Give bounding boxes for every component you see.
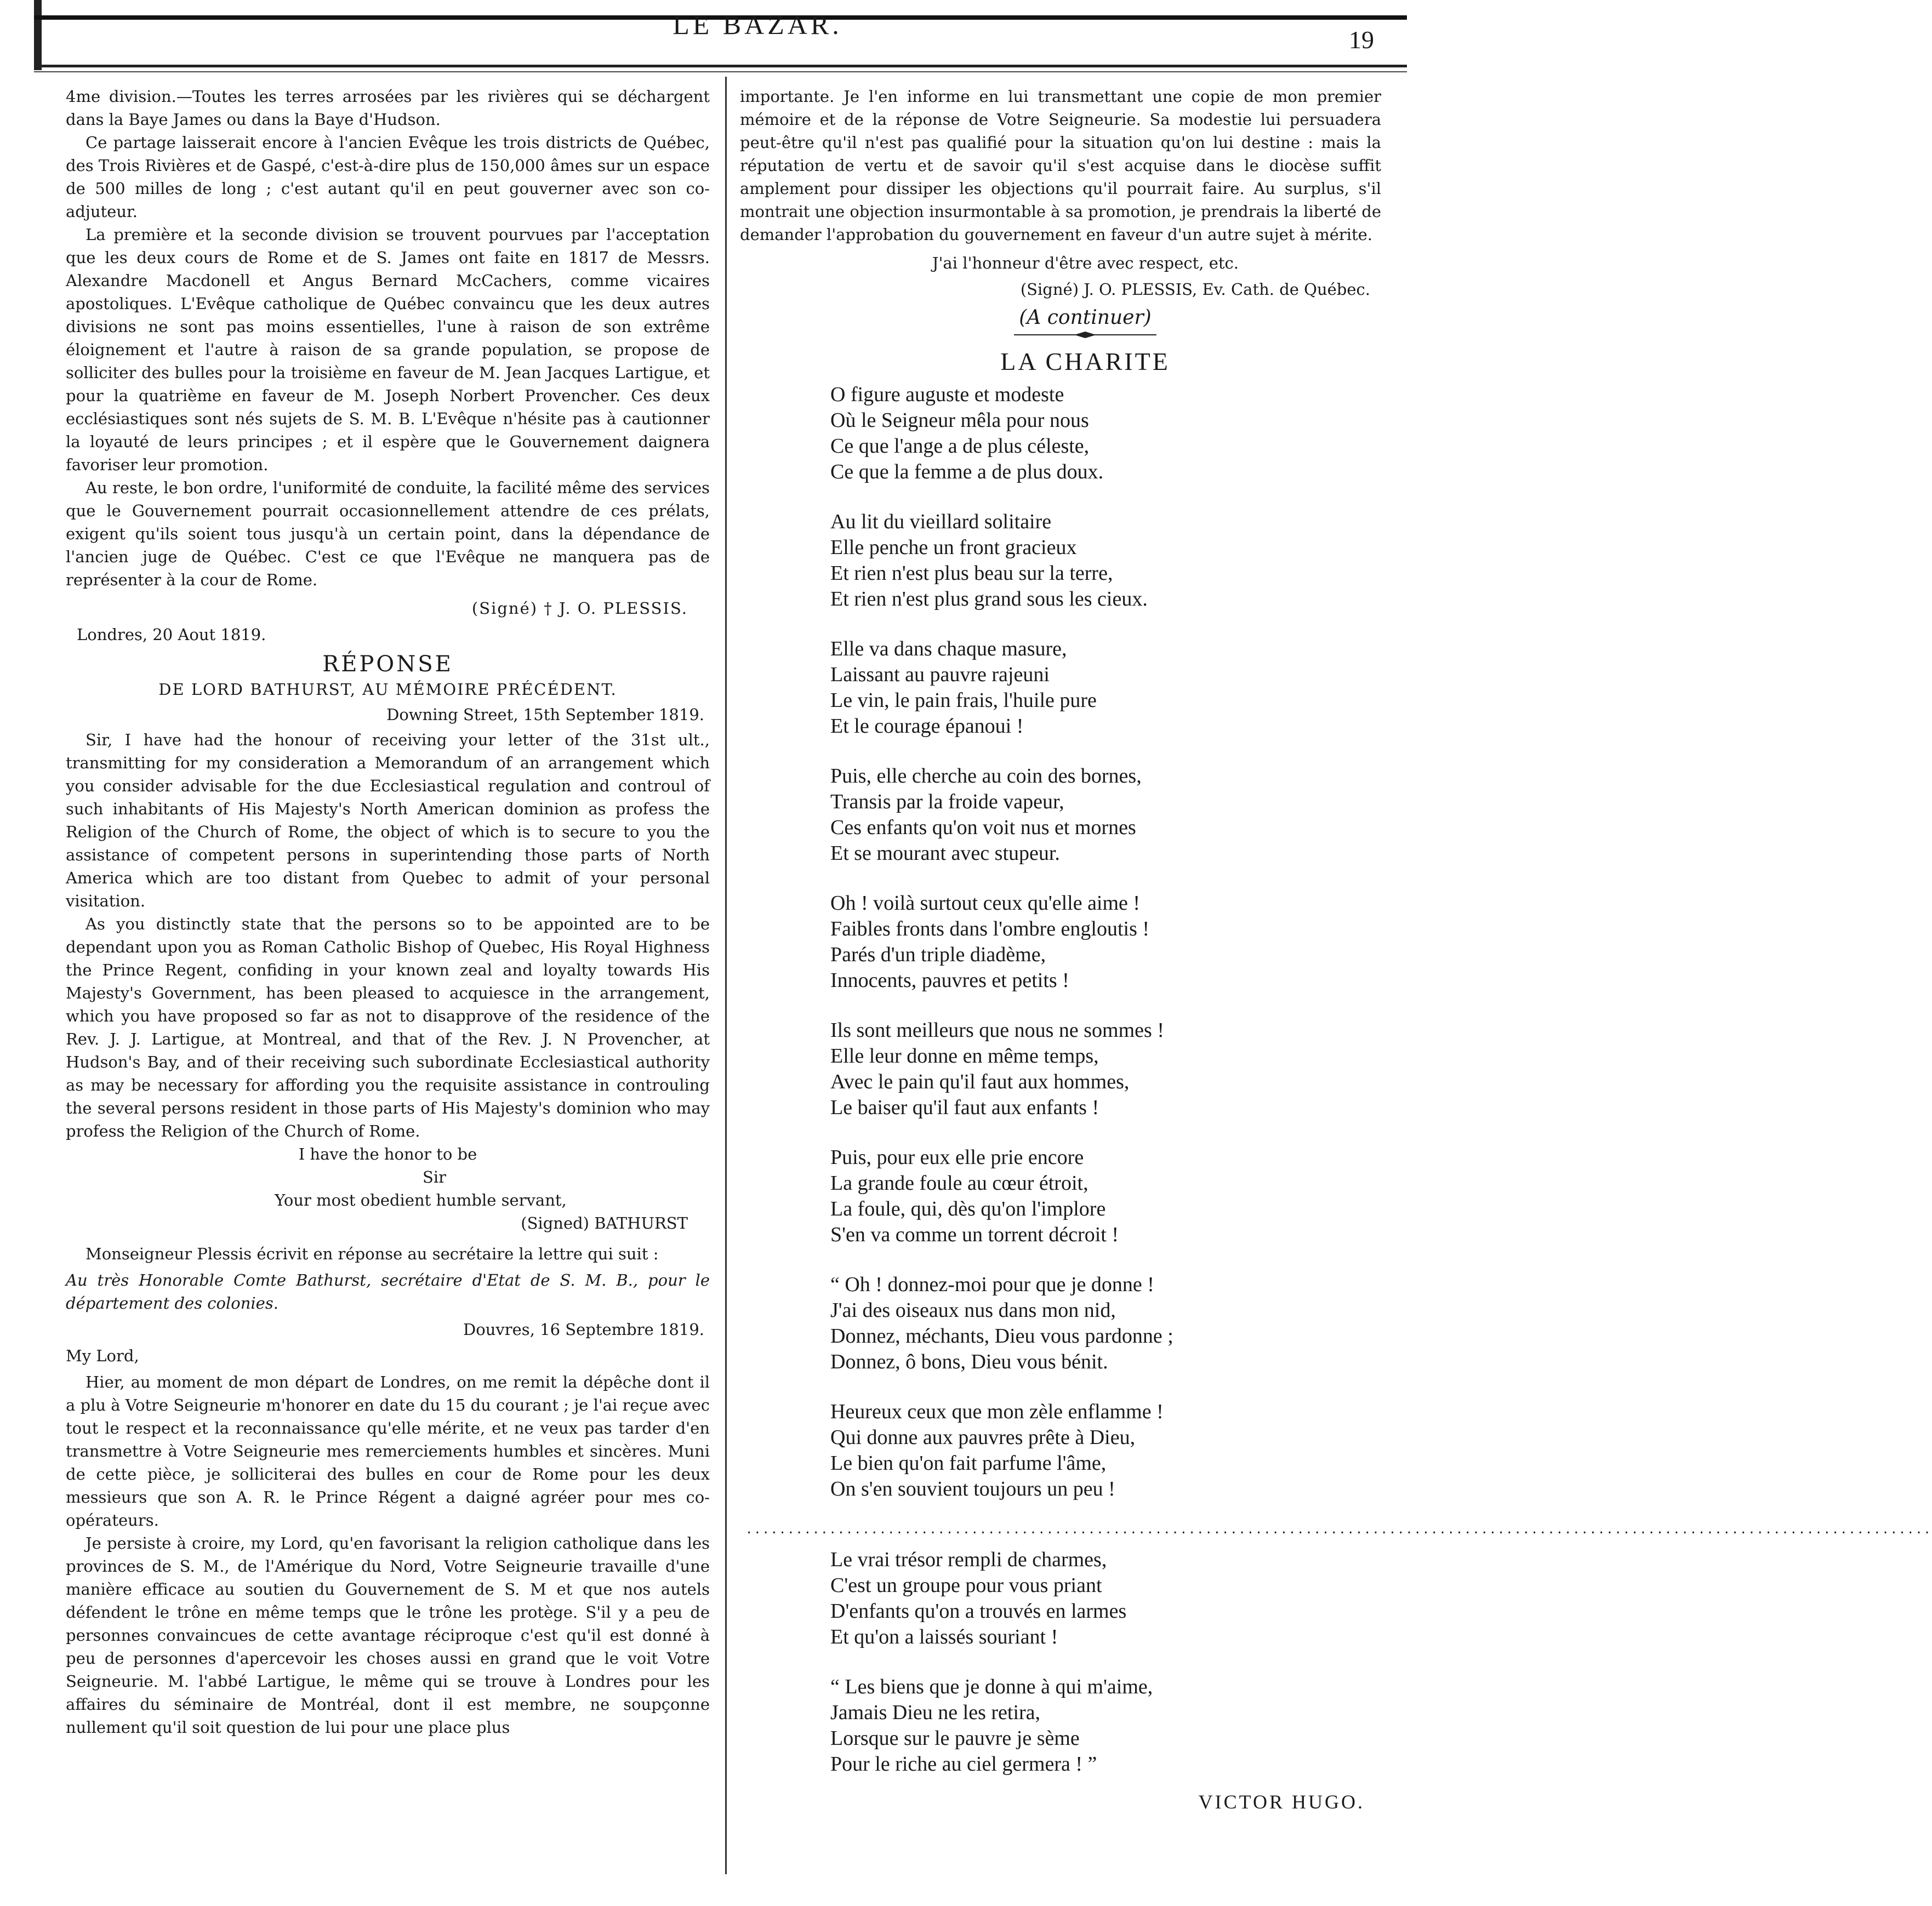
poem-line: On s'en souvient toujours un peu ! xyxy=(830,1477,1115,1500)
poem-body-continued xyxy=(740,1547,1381,1777)
poem-line: Et se mourant avec stupeur. xyxy=(830,842,1060,865)
poem-line: Au lit du vieillard solitaire xyxy=(830,510,1052,533)
header-double-rule xyxy=(34,65,1407,67)
paragraph: Je persiste à croire, my Lord, qu'en favorisant la religion catholique dans les provinces de S. M., de l'Amérique du Nord, Votre Seigneurie travaille d'une manière efficace au soutien du Gouvernement de S. M et que nos autels défendent le trône en même temps que le trône les protège. S'il y a peu de personnes convaincues de cette avantage réciproque c'est qu'il est donné à peu de personnes d'apercevoir les choses aussi en grand que le voit Votre Seigneurie. M. l'abbé Lartigue, le même qui se trouve à Londres pour les affaires du séminaire de Montréal, dont il est membre, ne soupçonne nullement qu'il soit question de lui pour une place plus xyxy=(66,1534,710,1737)
poem-line: Elle penche un front gracieux xyxy=(830,536,1077,559)
poem-line: Innocents, pauvres et petits ! xyxy=(830,969,1069,992)
paragraph: Hier, au moment de mon départ de Londres, on me remit la dépêche dont il a plu à Votre Seigneurie m'honorer en date du 15 du courant ; je l'ai reçue avec tout le respect et la reconnaissance qu'elle mérite, et ne veux pas tarder d'en transmettre à Votre Seigneurie mes remerciements humbles et sincères. Muni de cette pièce, je solliciterai des bulles en cour de Rome pour les deux messieurs que son A. R. le Prince Régent a daigné agréer pour mes co-opérateurs. xyxy=(66,1373,710,1530)
poem-line: Pour le riche au ciel germera ! ” xyxy=(830,1753,1097,1776)
poem-line: Donnez, méchants, Dieu vous pardonne ; xyxy=(830,1325,1173,1348)
paragraph: La première et la seconde division se trouvent pourvues par l'acceptation que les deux cours de Rome et de S. James ont faite en 1817 de Messrs. Alexandre Macdonell et Angus Bernard McCachers, comme vicaires apostoliques. L'Evêque catholique de Québec convaincu que les deux autres divisions ne sont pas moins essentielles, l'une à raison de son extrême éloignement et l'autre à raison de sa grande population, se propose de solliciter des bulles pour la troisième en faveur de M. Jean Jacques Lartigue, et pour la quatrième en faveur de M. Joseph Norbert Provencher. Ces deux ecclésiastiques sont nés sujets de S. M. B. L'Evêque n'hésite pas à cautionner la loyauté de leurs principes ; et il espère que le Gouvernement daignera favoriser leur promotion. xyxy=(66,225,710,474)
signature-bathurst: (Signed) BATHURST xyxy=(521,1214,688,1232)
letter-address: Au très Honorable Comte Bathurst, secrétaire d'Etat de S. M. B., pour le département des colonies. xyxy=(66,1271,710,1312)
poem-line: Et rien n'est plus grand sous les cieux. xyxy=(830,587,1148,610)
poem-line: Faibles fronts dans l'ombre engloutis ! xyxy=(830,917,1150,940)
poem-stanza xyxy=(830,891,1381,994)
poem-title: LA CHARITE xyxy=(1000,347,1170,375)
poem-stanza xyxy=(830,1399,1381,1502)
poem-stanza xyxy=(830,509,1381,612)
paragraph: Ce partage laisserait encore à l'ancien Evêque les trois districts de Québec, des Trois Rivières et de Gaspé, c'est-à-dire plus de 150,000 âmes sur un espace de 500 milles de long ; c'est autant qu'il en peut gouverner avec son co-adjuteur. xyxy=(66,133,710,221)
poem-stanza xyxy=(830,1272,1381,1375)
poem-line: Ces enfants qu'on voit nus et mornes xyxy=(830,816,1136,839)
poem-line: Ce que l'ange a de plus céleste, xyxy=(830,435,1090,458)
salutation: My Lord, xyxy=(66,1346,139,1365)
poem-line: S'en va comme un torrent décroit ! xyxy=(830,1223,1119,1246)
poem-line: Qui donne aux pauvres prête à Dieu, xyxy=(830,1426,1136,1449)
poem-stanza xyxy=(830,382,1381,485)
poem-line: Elle leur donne en même temps, xyxy=(830,1045,1099,1068)
poem-line: Le bien qu'on fait parfume l'âme, xyxy=(830,1452,1107,1475)
poem-line: Et rien n'est plus beau sur la terre, xyxy=(830,562,1113,585)
poem-line: Elle va dans chaque masure, xyxy=(830,637,1067,660)
poem-line: Oh ! voilà surtout ceux qu'elle aime ! xyxy=(830,892,1141,915)
poem-stanza xyxy=(830,636,1381,739)
signature-plessis: (Signé) † J. O. PLESSIS. xyxy=(471,599,688,618)
paragraph: importante. Je l'en informe en lui transmettant une copie de mon premier mémoire et de la réponse de Votre Seigneurie. Sa modestie lui persuadera peut-être qu'il n'est pas qualifié pour la situation qu'on lui destine : mais la réputation de vertu et de savoir qu'il s'est acquise dans le diocèse suffit amplement pour dissiper les objections qu'il pourrait faire. Au surplus, s'il montrait une objection insurmontable à sa promotion, je prendrais la liberté de demander l'approbation du gouvernement en faveur d'un autre sujet à mérite. xyxy=(740,87,1381,244)
left-column xyxy=(66,85,710,1739)
poem-line: Laissant au pauvre rajeuni xyxy=(830,663,1050,686)
poem-line: D'enfants qu'on a trouvés en larmes xyxy=(830,1600,1127,1623)
dateline-downing: Downing Street, 15th September 1819. xyxy=(386,705,704,724)
section-subheading: DE LORD BATHURST, AU MÉMOIRE PRÉCÉDENT. xyxy=(158,680,617,699)
paragraph: As you distinctly state that the persons so to be appointed are to be dependant upon you as Roman Catholic Bishop of Quebec, His Royal Highness the Prince Regent, confiding in your known zeal and loyalty towards His Majesty's Government, has been pleased to acquiesce in the arrangement, which you have proposed so far as not to disapprove of the residence of the Rev. J. J. Lartigue, at Montreal, and that of the Rev. J. N Provencher, at Hudson's Bay, and of their receiving such subordinate Ecclesiastical authority as may be necessary for affording you the requisite assistance in controuling the several persons resident in those parts of His Majesty's dominion who may profess the Religion of the Church of Rome. xyxy=(66,915,710,1140)
ornament-divider-icon xyxy=(954,329,1167,340)
paragraph: Au reste, le bon ordre, l'uniformité de conduite, la facilité même des services que le Gouvernement pourrait occasionnellement attendre de ces prélats, exigent qu'ils soient tous jusqu'à un certain point, dans la dépendance de l'ancien juge de Québec. C'est ce que l'Evêque ne manquera pas de représenter à la cour de Rome. xyxy=(66,478,710,589)
right-column xyxy=(740,85,1932,1813)
letter-closing: I have the honor to be xyxy=(298,1145,477,1163)
poem-line: J'ai des oiseaux nus dans mon nid, xyxy=(830,1299,1116,1322)
dotted-separator: .............................................................................................................................................. xyxy=(745,1523,1932,1537)
poem-line: Puis, elle cherche au coin des bornes, xyxy=(830,764,1142,787)
poem-stanza xyxy=(830,763,1381,866)
paragraph: Sir, I have had the honour of receiving your letter of the 31st ult., transmitting for my consideration a Memorandum of an arrangement which you consider advisable for the due Ecclesiastical regulation and controul of such inhabitants of His Majesty's North American dominion as profess the Religion of the Church of Rome, the object of which is to secure to you the assistance of competent persons in superintending those parts of North America which are too distant from Quebec to admit of your personal visitation. xyxy=(66,731,710,910)
poem-line: Transis par la froide vapeur, xyxy=(830,790,1064,813)
poem-line: “ Les biens que je donne à qui m'aime, xyxy=(830,1675,1153,1698)
poem-line: Jamais Dieu ne les retira, xyxy=(830,1701,1041,1724)
masthead-title: LE BAZAR. xyxy=(673,9,842,40)
poem-line: Ce que la femme a de plus doux. xyxy=(830,460,1104,483)
poem-line: La foule, qui, dès qu'on l'implore xyxy=(830,1197,1106,1220)
continuation-note: (A continuer) xyxy=(1019,306,1152,329)
poem-line: Le baiser qu'il faut aux enfants ! xyxy=(830,1096,1099,1119)
paragraph: Monseigneur Plessis écrivit en réponse au secrétaire la lettre qui suit : xyxy=(86,1245,659,1263)
letter-closing: Sir xyxy=(422,1168,446,1186)
signature-plessis: (Signé) J. O. PLESSIS, Ev. Cath. de Québec. xyxy=(1020,280,1370,299)
dateline-londres: Londres, 20 Aout 1819. xyxy=(77,625,266,644)
poem-line: Le vrai trésor rempli de charmes, xyxy=(830,1548,1107,1571)
page-number: 19 xyxy=(1349,26,1374,54)
poem-line: Parés d'un triple diadème, xyxy=(830,943,1046,966)
poem-line: La grande foule au cœur étroit, xyxy=(830,1172,1088,1195)
section-heading: RÉPONSE xyxy=(322,652,453,677)
poem-line: Ils sont meilleurs que nous ne sommes ! xyxy=(830,1019,1164,1042)
poem-body xyxy=(740,382,1381,1502)
poem-line: “ Oh ! donnez-moi pour que je donne ! xyxy=(830,1273,1154,1296)
page-header xyxy=(34,0,1407,55)
poem-author: VICTOR HUGO. xyxy=(1198,1791,1365,1813)
poem-line: O figure auguste et modeste xyxy=(830,383,1064,406)
poem-line: C'est un groupe pour vous priant xyxy=(830,1574,1102,1597)
header-thin-rule xyxy=(34,71,1407,72)
letter-closing: J'ai l'honneur d'être avec respect, etc. xyxy=(932,254,1239,272)
letter-closing: Your most obedient humble servant, xyxy=(275,1191,567,1209)
poem-line: Donnez, ô bons, Dieu vous bénit. xyxy=(830,1350,1108,1373)
poem-stanza xyxy=(830,1547,1381,1650)
poem-line: Lorsque sur le pauvre je sème xyxy=(830,1727,1080,1750)
poem-line: Où le Seigneur mêla pour nous xyxy=(830,409,1089,432)
poem-line: Et qu'on a laissés souriant ! xyxy=(830,1625,1058,1648)
paragraph: 4me division.—Toutes les terres arrosées par les rivières qui se déchargent dans la Baye James ou dans la Baye d'Hudson. xyxy=(66,87,710,129)
dateline-douvres: Douvres, 16 Septembre 1819. xyxy=(463,1320,704,1339)
poem-line: Avec le pain qu'il faut aux hommes, xyxy=(830,1070,1130,1093)
column-divider xyxy=(725,77,727,1874)
poem-line: Le vin, le pain frais, l'huile pure xyxy=(830,689,1097,712)
poem-line: Heureux ceux que mon zèle enflamme ! xyxy=(830,1400,1164,1423)
poem-line: Et le courage épanoui ! xyxy=(830,715,1024,738)
poem-stanza xyxy=(830,1018,1381,1121)
poem-stanza xyxy=(830,1674,1381,1777)
poem-line: Puis, pour eux elle prie encore xyxy=(830,1146,1084,1169)
poem-stanza xyxy=(830,1145,1381,1248)
